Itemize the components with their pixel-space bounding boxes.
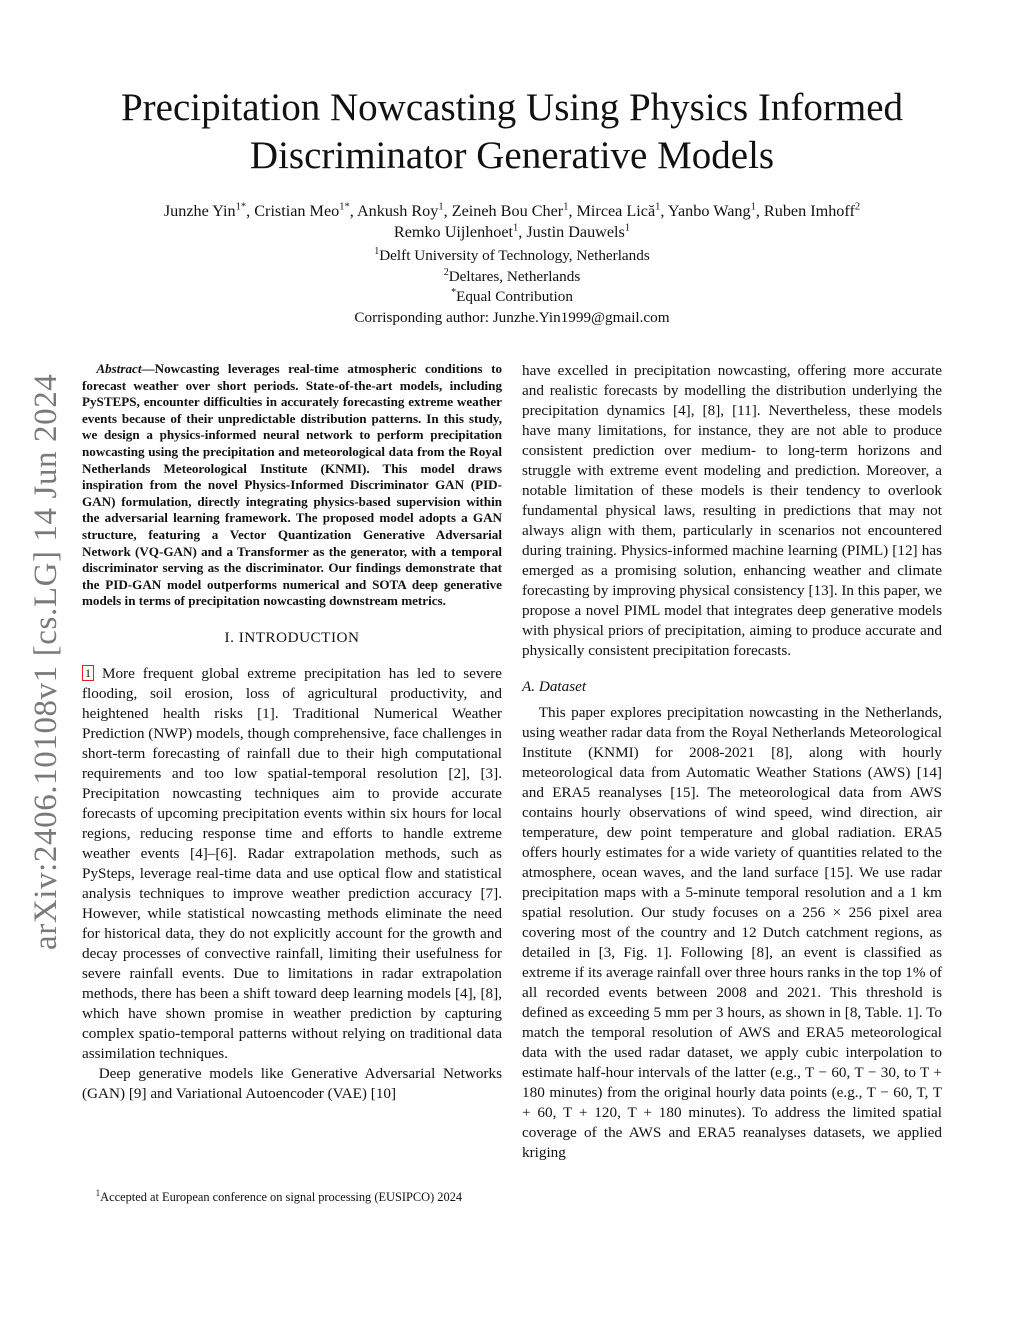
- author: Justin Dauwels: [526, 223, 625, 241]
- author: Mircea Lică: [576, 202, 656, 220]
- author: Cristian Meo: [254, 202, 340, 220]
- title-line-2: Discriminator Generative Models: [249, 134, 775, 177]
- author: Yanbo Wang: [667, 202, 751, 220]
- paper-title: [80, 84, 944, 180]
- affiliation: Deltares, Netherlands: [448, 267, 581, 285]
- dataset-paragraph: This paper explores precipitation nowcasting in the Netherlands, using weather radar data from the Royal Netherlands Meteorological Institute (KNMI) for 2008-2021 [8], along with hourly meteorological data from Automatic Weather Stations (AWS) [14] and ERA5 reanalyses [15]. The meteorological data from AWS contains hourly observations of wind speed, wind direction, air temperature, dew point temperature and global radiation. ERA5 offers hourly estimates for a wide variety of quantities related to the atmosphere, ocean waves, and the land surface [15]. We use radar precipitation maps with a 5-minute temporal resolution and a 1 km spatial resolution. Our study focuses on a 256 × 256 pixel area covering most of the country and 12 Dutch catchment regions, as detailed in [3, Fig. 1]. Following [8], an event is classified as extreme if its average rainfall over three hours ranks in the top 1% of all recorded events between 2008 and 2021. This threshold is defined as exceeding 5 mm per 3 hours, as shown in [8, Table. 1]. To match the temporal resolution of AWS and ERA5 meteorological data with the used radar dataset, we apply cubic interpolation to estimate half-hour intervals of the latter (e.g., T − 60, T − 30, to T + 180 minutes) from the original hourly data points (e.g., T − 60, T, T + 60, T + 120, T + 180 minutes). To address the limited spatial coverage of the AWS and ERA5 reanalyses datasets, we applied kriging: [522, 704, 942, 1161]
- intro-paragraph-continued: have excelled in precipitation nowcasting, offering more accurate and realistic forecasts by modelling the distribution underlying the precipitation dynamics [4], [8], [11]. Nevertheless, these models have many limitations, for instance, they are not able to produce consistent prediction over medium- to long-term horizons and struggle with extreme event modeling and prediction. Moreover, a notable limitation of these models is their tendency to overlook fundamental physical laws, resulting in predictions that may not always align with them, particularly in scenarios not encountered during training. Physics-informed machine learning (PIML) [12] has emerged as a promising solution, enhancing weather and climate forecasting by improving physical consistency [13]. In this paper, we propose a novel PIML model that integrates deep generative models with physical priors of precipitation, aiming to produce accurate and physically consistent precipitation forecasts.: [522, 362, 942, 659]
- corresponding-author: Corrisponding author: Junzhe.Yin1999@gmail.com: [354, 308, 670, 326]
- subsection-heading-dataset: A. Dataset: [522, 678, 587, 695]
- author-list: Junzhe Yin$^{1*}$, Cristian Meo$^{1*}$, Ankush Roy$^1$, Zeineh Bou Cher$^1$, Mircea Lică$^1$, Yanbo Wang$^1$, Ruben Imhoff$^2$ Remko Uijlenhoet$^1$, Justin Dauwels$^1$: [163, 201, 861, 241]
- abstract: [82, 361, 502, 610]
- left-column: [82, 361, 502, 1104]
- author: Ruben Imhoff: [763, 202, 855, 220]
- intro-paragraph-1: 1 More frequent global extreme precipitation has led to severe flooding, soil erosion, loss of agricultural productivity, and heightened health risks [1]. Traditional Numerical Weather Prediction (NWP) models, though comprehensive, face challenges in short-term forecasting of rainfall due to their high computational requirements and too low spatial-temporal resolution [2], [3]. Precipitation nowcasting techniques aim to provide accurate forecasts of upcoming precipitation events within six hours for local regions, reducing response time and efforts to handle extreme weather events [4]–[6]. Radar extrapolation methods, such as PySteps, leverage real-time data and use optical flow and statistical analysis techniques to improve weather prediction accuracy [7]. However, while statistical nowcasting methods eliminate the need for historical data, they do not explicitly account for the growth and decay processes of convective rainfall, limiting their usefulness for severe rainfall events. Due to limitations in radar extrapolation methods, there has been a shift toward deep learning models [4], [8], which have shown promise in weather prediction by capturing complex spatio-temporal patterns without relying on traditional data assimilation techniques.: [82, 664, 503, 1062]
- author: Junzhe Yin: [163, 202, 236, 220]
- author: Zeineh Bou Cher: [451, 202, 564, 220]
- abstract-text: —Nowcasting leverages real-time atmospheric conditions to forecast weather over short periods. State-of-the-art models, including PySTEPS, encounter difficulties in accurately forecasting extreme weather events because of their unpredictable distribution patterns. In this study, we design a physics-informed neural network to perform precipitation nowcasting using the precipitation and meteorological data from the Royal Netherlands Meteorological Institute (KNMI). This model draws inspiration from the novel Physics-Informed Discriminator GAN (PID-GAN) formulation, directly integrating physics-based supervision within the adversarial learning framework. The proposed model adopts a GAN structure, featuring a Vector Quantization Generative Adversarial Network (VQ-GAN) and a Transformer as the generator, with a temporal discriminator serving as the discriminator. Our findings demonstrate that the PID-GAN model outperforms numerical and SOTA deep generative models in terms of precipitation nowcasting downstream metrics.: [82, 361, 502, 609]
- affiliation: Delft University of Technology, Netherlands: [379, 247, 650, 264]
- section-heading-introduction: I. INTRODUCTION: [224, 628, 360, 646]
- author: Remko Uijlenhoet: [393, 223, 514, 241]
- affiliation: Equal Contribution: [456, 288, 573, 305]
- footnote-link[interactable]: 1: [82, 665, 94, 681]
- abstract-label: Abstract: [96, 361, 142, 376]
- title-line-1: Precipitation Nowcasting Using Physics Informed: [120, 86, 904, 129]
- right-column: [522, 361, 942, 1163]
- author: Ankush Roy: [356, 202, 439, 220]
- intro-paragraph-2: Deep generative models like Generative Adversarial Networks (GAN) [9] and Variational Autoencoder (VAE) [10]: [82, 1064, 502, 1102]
- footnote: $^1$Accepted at European conference on signal processing (EUSIPCO) 2024: [95, 1188, 463, 1205]
- arxiv-identifier: arXiv:2406.10108v1 [cs.LG] 14 Jun 2024: [28, 373, 64, 950]
- affiliations: $^1$Delft University of Technology, Netherlands $^2$Deltares, Netherlands *Equal Contribution Corrisponding author: Junzhe.Yin1999@gmail.com: [80, 246, 944, 328]
